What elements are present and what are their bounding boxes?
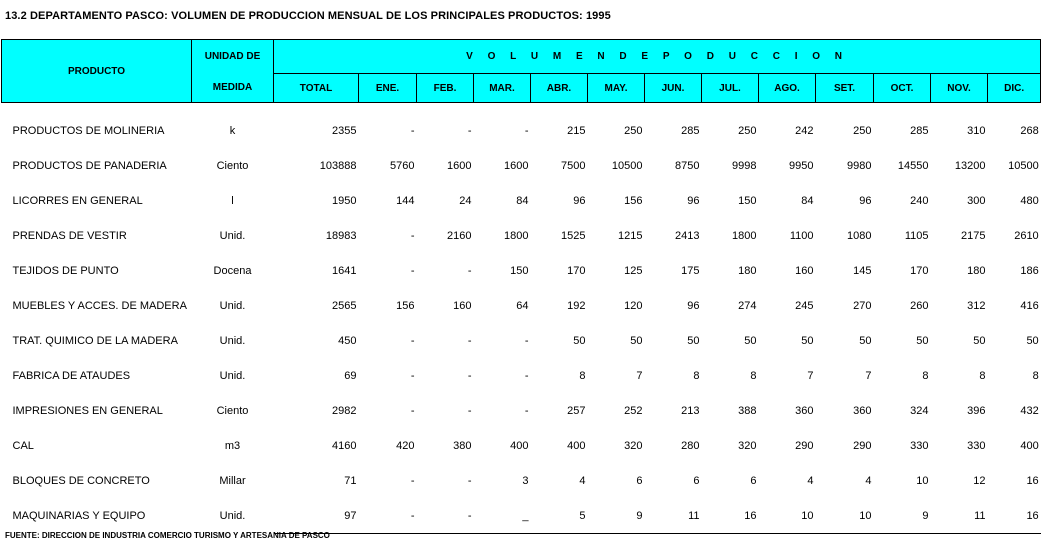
unit-measure: Unid. bbox=[219, 334, 246, 347]
month-value: 96 bbox=[573, 194, 586, 207]
unit-measure: Unid. bbox=[219, 299, 246, 312]
column-header-jun: JUN. bbox=[645, 74, 702, 103]
month-value: 50 bbox=[630, 334, 643, 347]
month-value: 84 bbox=[801, 194, 814, 207]
month-value: 7 bbox=[807, 369, 814, 382]
month-value: 285 bbox=[681, 124, 700, 137]
product-name: CAL bbox=[12, 439, 34, 452]
product-name: PRENDAS DE VESTIR bbox=[12, 229, 127, 242]
month-value: - bbox=[467, 474, 472, 487]
month-value: 4 bbox=[807, 474, 814, 487]
month-value: 6 bbox=[750, 474, 757, 487]
month-value: 5760 bbox=[390, 159, 415, 172]
month-value: 1105 bbox=[904, 229, 929, 242]
month-value: 250 bbox=[853, 124, 872, 137]
table-row bbox=[2, 113, 1041, 148]
month-value: 8 bbox=[579, 369, 586, 382]
month-value: 7 bbox=[865, 369, 872, 382]
month-value: 50 bbox=[973, 334, 986, 347]
month-value: 9 bbox=[874, 498, 931, 534]
table-row bbox=[2, 323, 1041, 358]
month-value: 213 bbox=[681, 404, 700, 417]
product-name: IMPRESIONES EN GENERAL bbox=[12, 404, 163, 417]
month-value: - bbox=[410, 124, 415, 137]
table-row bbox=[2, 183, 1041, 218]
table-row bbox=[2, 463, 1041, 498]
header-volumen: V O L U M E N D E P O D U C C I O N bbox=[274, 40, 1041, 74]
total-value: 97 bbox=[274, 498, 359, 534]
month-value: 9 bbox=[588, 498, 645, 534]
month-value: 8 bbox=[693, 369, 700, 382]
month-value: - bbox=[410, 404, 415, 417]
month-value: 1100 bbox=[789, 229, 814, 242]
month-value: - bbox=[410, 369, 415, 382]
month-value: 416 bbox=[1020, 299, 1039, 312]
month-value: 50 bbox=[744, 334, 757, 347]
header-producto: PRODUCTO bbox=[2, 40, 192, 103]
month-value: 432 bbox=[1020, 404, 1039, 417]
total-value: 69 bbox=[344, 369, 357, 382]
month-value: 400 bbox=[567, 439, 586, 452]
column-header-oct: OCT. bbox=[874, 74, 931, 103]
month-value: - bbox=[467, 124, 472, 137]
month-value: 8 bbox=[979, 369, 986, 382]
month-value: 300 bbox=[967, 194, 986, 207]
month-value: - bbox=[410, 334, 415, 347]
month-value: 360 bbox=[795, 404, 814, 417]
month-value: 180 bbox=[967, 264, 986, 277]
month-value: 84 bbox=[516, 194, 529, 207]
month-value: 420 bbox=[396, 439, 415, 452]
month-value: 16 bbox=[988, 498, 1041, 534]
column-header-ene: ENE. bbox=[359, 74, 417, 103]
month-value: 24 bbox=[459, 194, 472, 207]
product-name: LICORRES EN GENERAL bbox=[12, 194, 143, 207]
month-value: 7 bbox=[636, 369, 643, 382]
total-value: 4160 bbox=[332, 439, 357, 452]
month-value: 480 bbox=[1020, 194, 1039, 207]
unit-measure: Ciento bbox=[216, 404, 249, 417]
month-value: 2175 bbox=[961, 229, 986, 242]
column-header-jul: JUL. bbox=[702, 74, 759, 103]
month-value: 16 bbox=[702, 498, 759, 534]
total-value: 71 bbox=[344, 474, 357, 487]
month-value: 9950 bbox=[789, 159, 814, 172]
month-value: 320 bbox=[738, 439, 757, 452]
month-value: 14550 bbox=[897, 159, 929, 172]
column-header-may: MAY. bbox=[588, 74, 645, 103]
month-value: 192 bbox=[567, 299, 586, 312]
month-value: 242 bbox=[795, 124, 814, 137]
month-value: - bbox=[410, 264, 415, 277]
month-value: 9980 bbox=[847, 159, 872, 172]
month-value: 310 bbox=[967, 124, 986, 137]
month-value: 50 bbox=[859, 334, 872, 347]
product-name: TRAT. QUIMICO DE LA MADERA bbox=[12, 334, 178, 347]
unit-measure: k bbox=[229, 124, 236, 137]
column-header-dic: DIC. bbox=[988, 74, 1041, 103]
month-value: 8750 bbox=[675, 159, 700, 172]
month-value: 13200 bbox=[954, 159, 986, 172]
month-value: 96 bbox=[859, 194, 872, 207]
month-value: 160 bbox=[453, 299, 472, 312]
month-value: 245 bbox=[795, 299, 814, 312]
month-value: 285 bbox=[910, 124, 929, 137]
month-value: 50 bbox=[687, 334, 700, 347]
month-value: 180 bbox=[738, 264, 757, 277]
month-value: 260 bbox=[910, 299, 929, 312]
month-value: 12 bbox=[973, 474, 986, 487]
page-title: 13.2 DEPARTAMENTO PASCO: VOLUMEN DE PRODUCCION MENSUAL DE LOS PRINCIPALES PRODUCTOS: 1995 bbox=[5, 10, 611, 22]
month-value: 50 bbox=[1026, 334, 1039, 347]
month-value: 8 bbox=[922, 369, 929, 382]
month-value: 257 bbox=[567, 404, 586, 417]
unit-measure: l bbox=[231, 194, 234, 207]
month-value: 380 bbox=[453, 439, 472, 452]
total-value: 450 bbox=[338, 334, 357, 347]
month-value: 215 bbox=[567, 124, 586, 137]
month-value: 388 bbox=[738, 404, 757, 417]
month-value: 320 bbox=[624, 439, 643, 452]
table-row bbox=[2, 148, 1041, 183]
month-value: - bbox=[359, 498, 417, 534]
product-name: FABRICA DE ATAUDES bbox=[12, 369, 131, 382]
month-value: - bbox=[524, 124, 529, 137]
month-value: - bbox=[410, 229, 415, 242]
month-value: - bbox=[524, 334, 529, 347]
month-value: 10500 bbox=[611, 159, 643, 172]
month-value: 1525 bbox=[561, 229, 586, 242]
month-value: 250 bbox=[624, 124, 643, 137]
month-value: _ bbox=[474, 498, 531, 534]
production-table bbox=[1, 39, 1041, 534]
month-value: 2413 bbox=[675, 229, 700, 242]
month-value: 330 bbox=[910, 439, 929, 452]
table-row bbox=[2, 498, 1041, 534]
month-value: 1800 bbox=[732, 229, 757, 242]
month-value: 125 bbox=[624, 264, 643, 277]
month-value: 1215 bbox=[618, 229, 643, 242]
column-header-nov: NOV. bbox=[931, 74, 988, 103]
month-value: 64 bbox=[516, 299, 529, 312]
month-value: 6 bbox=[693, 474, 700, 487]
month-value: 3 bbox=[522, 474, 529, 487]
month-value: 400 bbox=[510, 439, 529, 452]
header-unidad-line1: UNIDAD DE bbox=[192, 40, 274, 74]
month-value: 268 bbox=[1020, 124, 1039, 137]
month-value: 360 bbox=[853, 404, 872, 417]
month-value: 186 bbox=[1020, 264, 1039, 277]
month-value: 1800 bbox=[504, 229, 529, 242]
month-value: 144 bbox=[396, 194, 415, 207]
month-value: 330 bbox=[967, 439, 986, 452]
month-value: 252 bbox=[624, 404, 643, 417]
column-header-total: TOTAL bbox=[274, 74, 359, 103]
month-value: 170 bbox=[567, 264, 586, 277]
total-value: 1641 bbox=[332, 264, 357, 277]
unit-measure: Docena bbox=[213, 264, 252, 277]
month-value: 324 bbox=[910, 404, 929, 417]
unit-measure: Unid. bbox=[219, 369, 246, 382]
unit-measure: Millar bbox=[219, 474, 246, 487]
month-value: 120 bbox=[624, 299, 643, 312]
month-value: 9998 bbox=[732, 159, 757, 172]
unit-measure: Ciento bbox=[216, 159, 249, 172]
column-header-ago: AGO. bbox=[759, 74, 816, 103]
product-name: PRODUCTOS DE MOLINERIA bbox=[12, 124, 165, 137]
month-value: 270 bbox=[853, 299, 872, 312]
product-name: MAQUINARIAS Y EQUIPO bbox=[12, 509, 146, 522]
table-row bbox=[2, 428, 1041, 463]
month-value: 96 bbox=[687, 194, 700, 207]
month-value: 175 bbox=[681, 264, 700, 277]
table-row bbox=[2, 358, 1041, 393]
month-value: 1080 bbox=[847, 229, 872, 242]
month-value: 160 bbox=[795, 264, 814, 277]
month-value: 400 bbox=[1020, 439, 1039, 452]
month-value: 290 bbox=[853, 439, 872, 452]
source-footer: FUENTE: DIRECCION DE INDUSTRIA COMERCIO TURISMO Y ARTESANIA DE PASCO bbox=[5, 531, 330, 540]
month-value: 156 bbox=[624, 194, 643, 207]
month-value: - bbox=[417, 498, 474, 534]
month-value: - bbox=[467, 334, 472, 347]
month-value: 4 bbox=[865, 474, 872, 487]
product-name: MUEBLES Y ACCES. DE MADERA bbox=[12, 299, 187, 312]
month-value: 170 bbox=[910, 264, 929, 277]
unit-measure: Unid. bbox=[219, 509, 246, 522]
month-value: - bbox=[467, 369, 472, 382]
month-value: 10 bbox=[816, 498, 874, 534]
product-name: TEJIDOS DE PUNTO bbox=[12, 264, 119, 277]
column-header-mar: MAR. bbox=[474, 74, 531, 103]
month-value: 240 bbox=[910, 194, 929, 207]
total-value: 2355 bbox=[332, 124, 357, 137]
month-value: 50 bbox=[916, 334, 929, 347]
month-value: - bbox=[467, 404, 472, 417]
month-value: 11 bbox=[931, 498, 988, 534]
table-row bbox=[2, 253, 1041, 288]
total-value: 1950 bbox=[332, 194, 357, 207]
month-value: - bbox=[410, 474, 415, 487]
month-value: 11 bbox=[645, 498, 702, 534]
column-header-abr: ABR. bbox=[531, 74, 588, 103]
month-value: 1600 bbox=[447, 159, 472, 172]
table-row bbox=[2, 288, 1041, 323]
product-name: PRODUCTOS DE PANADERIA bbox=[12, 159, 167, 172]
total-value: 2982 bbox=[332, 404, 357, 417]
month-value: 156 bbox=[396, 299, 415, 312]
month-value: 150 bbox=[510, 264, 529, 277]
month-value: 10 bbox=[916, 474, 929, 487]
total-value: 103888 bbox=[319, 159, 357, 172]
unit-measure: Unid. bbox=[219, 229, 246, 242]
month-value: 274 bbox=[738, 299, 757, 312]
month-value: 396 bbox=[967, 404, 986, 417]
total-value: 2565 bbox=[332, 299, 357, 312]
month-value: 8 bbox=[1032, 369, 1039, 382]
month-value: 96 bbox=[687, 299, 700, 312]
month-value: 50 bbox=[573, 334, 586, 347]
month-value: 6 bbox=[636, 474, 643, 487]
month-value: - bbox=[524, 369, 529, 382]
month-value: - bbox=[467, 264, 472, 277]
column-header-set: SET. bbox=[816, 74, 874, 103]
month-value: 10500 bbox=[1008, 159, 1039, 172]
month-value: 8 bbox=[750, 369, 757, 382]
month-value: 280 bbox=[681, 439, 700, 452]
table-row bbox=[2, 393, 1041, 428]
month-value: 4 bbox=[579, 474, 586, 487]
month-value: 2610 bbox=[1014, 229, 1039, 242]
month-value: 2160 bbox=[447, 229, 472, 242]
month-value: 10 bbox=[759, 498, 816, 534]
month-value: 7500 bbox=[561, 159, 586, 172]
month-value: 5 bbox=[531, 498, 588, 534]
month-value: 1600 bbox=[504, 159, 529, 172]
product-name: BLOQUES DE CONCRETO bbox=[12, 474, 150, 487]
month-value: 312 bbox=[967, 299, 986, 312]
month-value: 290 bbox=[795, 439, 814, 452]
month-value: 250 bbox=[738, 124, 757, 137]
total-value: 18983 bbox=[325, 229, 357, 242]
month-value: 50 bbox=[801, 334, 814, 347]
month-value: 16 bbox=[1026, 474, 1039, 487]
header-unidad-line2: MEDIDA bbox=[192, 74, 274, 103]
table-row bbox=[2, 218, 1041, 253]
month-value: - bbox=[524, 404, 529, 417]
month-value: 145 bbox=[853, 264, 872, 277]
month-value: 150 bbox=[738, 194, 757, 207]
column-header-feb: FEB. bbox=[417, 74, 474, 103]
unit-measure: m3 bbox=[224, 439, 241, 452]
